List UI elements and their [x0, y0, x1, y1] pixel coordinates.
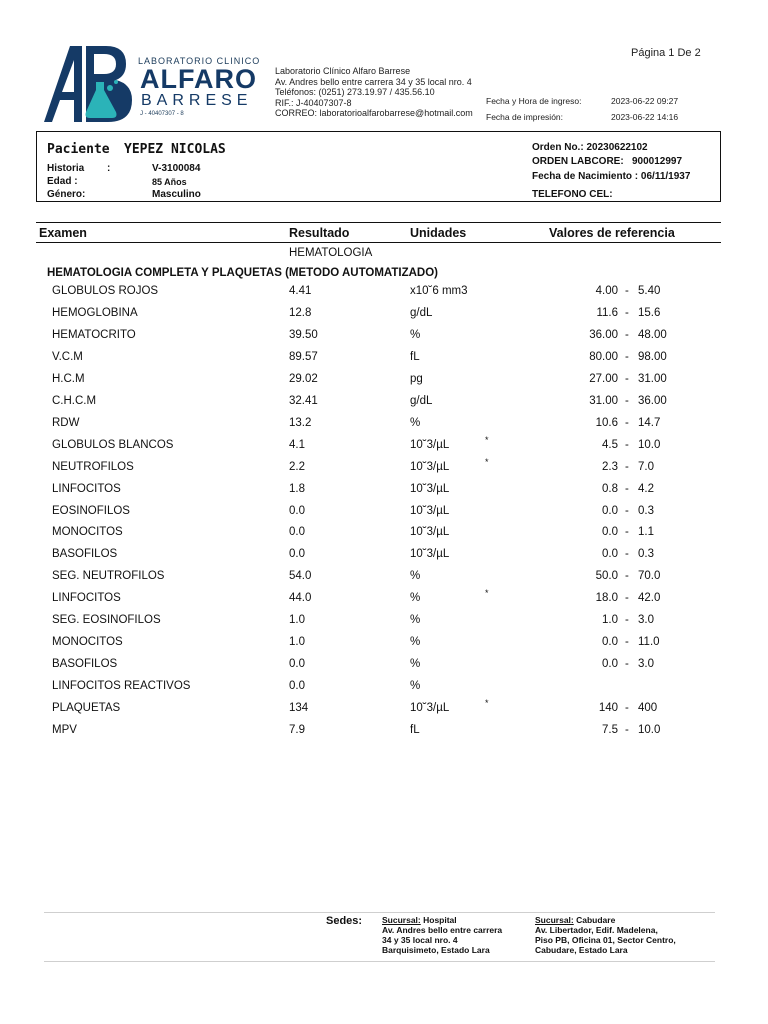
- exam-name: HEMOGLOBINA: [52, 306, 138, 319]
- exam-name: RDW: [52, 416, 80, 429]
- table-row: [0, 698, 768, 724]
- reference-separator: -: [625, 526, 629, 539]
- column-header-resultado: Resultado: [289, 226, 350, 240]
- edad-value: 85 Años: [152, 177, 187, 187]
- reference-separator: -: [625, 548, 629, 561]
- reference-high: 7.0: [638, 460, 654, 473]
- exam-name: GLOBULOS BLANCOS: [52, 438, 174, 451]
- table-row: [0, 434, 768, 461]
- reference-low: 50.0: [595, 570, 618, 583]
- table-row: [0, 526, 768, 548]
- exam-name: LINFOCITOS REACTIVOS: [52, 680, 191, 693]
- exam-name: HEMATOCRITO: [52, 328, 136, 341]
- reference-separator: -: [625, 306, 629, 319]
- exam-name: MPV: [52, 724, 77, 736]
- table-row: [0, 505, 768, 527]
- lab-logo-icon: [40, 42, 140, 126]
- reference-high: 15.6: [638, 306, 661, 319]
- reference-high: 36.00: [638, 394, 667, 407]
- result-unit: %: [410, 636, 421, 649]
- lab-logo: [40, 42, 261, 126]
- reference-low: 0.8: [602, 482, 618, 495]
- exam-name: PLAQUETAS: [52, 702, 121, 715]
- branch-hospital-line: Av. Andres bello entre carrera: [382, 925, 503, 935]
- result-unit: 10˘3/µL: [410, 482, 450, 495]
- reference-low: 0.0: [602, 504, 618, 517]
- result-value: 0.0: [289, 548, 305, 561]
- branch-hospital-prefix: Sucursal:: [382, 915, 421, 925]
- historia-separator: :: [107, 163, 111, 174]
- reference-separator: -: [625, 482, 629, 495]
- table-row: [0, 724, 768, 746]
- result-unit: pg: [410, 372, 423, 385]
- edad-label: Edad :: [47, 176, 78, 187]
- result-value: 1.0: [289, 614, 305, 627]
- result-value: 29.02: [289, 372, 318, 385]
- reference-separator: -: [625, 438, 629, 451]
- column-header-unidades: Unidades: [410, 226, 467, 240]
- result-value: 13.2: [289, 416, 312, 429]
- exam-name: GLOBULOS ROJOS: [52, 285, 159, 297]
- result-value: 0.0: [289, 658, 305, 671]
- historia-value: V-3100084: [152, 163, 201, 174]
- reference-high: 3.0: [638, 658, 654, 671]
- result-unit: g/dL: [410, 394, 433, 407]
- footer-divider-top: [44, 912, 715, 913]
- branch-cabudare: [535, 915, 676, 955]
- orden-labcore-value: 900012997: [632, 156, 683, 167]
- reference-separator: -: [625, 614, 629, 627]
- lab-address: Av. Andres bello entre carrera 34 y 35 local nro. 4: [275, 76, 472, 87]
- abnormal-flag: *: [485, 588, 489, 599]
- table-row: [0, 680, 768, 702]
- result-unit: 10˘3/µL: [410, 504, 450, 517]
- result-value: 1.8: [289, 482, 305, 495]
- result-value: 54.0: [289, 570, 312, 583]
- result-value: 7.9: [289, 724, 305, 736]
- orden-number: Orden No.: 20230622102: [532, 142, 648, 153]
- result-unit: fL: [410, 724, 420, 736]
- fecha-nacimiento: Fecha de Nacimiento : 06/11/1937: [532, 171, 691, 182]
- table-row: [0, 456, 768, 483]
- result-value: 4.41: [289, 285, 312, 297]
- table-row: [0, 636, 768, 658]
- lab-name: Laboratorio Clínico Alfaro Barrese: [275, 66, 411, 76]
- reference-high: 0.3: [638, 548, 654, 561]
- exam-name: C.H.C.M: [52, 394, 97, 407]
- reference-high: 10.0: [638, 438, 661, 451]
- reference-low: 0.0: [602, 548, 618, 561]
- table-row: [0, 570, 768, 592]
- logo-name-line1: ALFARO: [140, 64, 257, 94]
- result-value: 0.0: [289, 504, 305, 517]
- patient-label: Paciente: [47, 142, 110, 157]
- reference-low: 7.5: [602, 724, 618, 736]
- result-unit: %: [410, 614, 421, 627]
- result-value: 0.0: [289, 526, 305, 539]
- page-number: Página 1 De 2: [631, 47, 701, 59]
- abnormal-flag: *: [485, 456, 489, 467]
- result-value: 1.0: [289, 636, 305, 649]
- reference-high: 14.7: [638, 416, 661, 429]
- reference-low: 0.0: [602, 658, 618, 671]
- historia-label: Historia: [47, 163, 85, 174]
- result-unit: 10˘3/µL: [410, 702, 450, 715]
- branch-cabudare-name: Cabudare: [573, 915, 616, 925]
- reference-high: 48.00: [638, 328, 667, 341]
- logo-name-line2: BARRESE: [141, 92, 253, 109]
- table-row: [0, 548, 768, 570]
- exam-name: MONOCITOS: [52, 526, 123, 539]
- reference-low: 0.0: [602, 526, 618, 539]
- result-unit: %: [410, 592, 421, 605]
- reference-high: 42.0: [638, 592, 661, 605]
- reference-separator: -: [625, 570, 629, 583]
- exam-name: H.C.M: [52, 372, 85, 385]
- reference-low: 0.0: [602, 636, 618, 649]
- fecha-ingreso-value: 2023-06-22 09:27: [611, 96, 679, 106]
- logo-rif: J - 40407307 - 8: [140, 111, 184, 117]
- reference-high: 98.00: [638, 350, 667, 363]
- reference-separator: -: [625, 460, 629, 473]
- branch-hospital: [382, 915, 502, 955]
- fecha-impresion-value: 2023-06-22 14:16: [611, 112, 679, 122]
- fecha-impresion-label: Fecha de impresión:: [486, 112, 564, 122]
- result-unit: 10˘3/µL: [410, 548, 450, 561]
- reference-low: 36.00: [589, 328, 618, 341]
- table-row: [0, 588, 768, 614]
- result-value: 2.2: [289, 460, 305, 473]
- reference-separator: -: [625, 350, 629, 363]
- lab-info: [275, 66, 473, 119]
- branch-hospital-name: Hospital: [420, 915, 457, 925]
- orden-labcore-label: ORDEN LABCORE:: [532, 156, 624, 167]
- result-value: 44.0: [289, 592, 312, 605]
- reference-separator: -: [625, 702, 629, 715]
- lab-phones: Teléfonos: (0251) 273.19.97 / 435.56.10: [275, 87, 435, 97]
- column-header-referencia: Valores de referencia: [549, 226, 675, 240]
- exam-name: EOSINOFILOS: [52, 504, 130, 517]
- result-value: 12.8: [289, 306, 312, 319]
- abnormal-flag: *: [485, 698, 489, 709]
- exam-name: MONOCITOS: [52, 636, 123, 649]
- reference-separator: -: [625, 724, 629, 736]
- table-row: [0, 285, 768, 307]
- exam-name: SEG. EOSINOFILOS: [52, 614, 161, 627]
- reference-low: 4.5: [602, 438, 618, 451]
- result-unit: %: [410, 328, 421, 341]
- result-unit: 10˘3/µL: [410, 460, 450, 473]
- table-row: [0, 483, 768, 505]
- result-unit: %: [410, 570, 421, 583]
- table-row: [0, 395, 768, 417]
- genero-label: Género:: [47, 189, 86, 200]
- result-unit: 10˘3/µL: [410, 438, 450, 451]
- lab-email: CORREO: laboratorioalfarobarrese@hotmail.com: [275, 108, 473, 118]
- result-value: 89.57: [289, 350, 318, 363]
- result-unit: %: [410, 680, 421, 693]
- reference-separator: -: [625, 372, 629, 385]
- branch-hospital-line: Barquisimeto, Estado Lara: [382, 945, 490, 955]
- reference-high: 1.1: [638, 526, 654, 539]
- exam-name: NEUTROFILOS: [52, 460, 134, 473]
- reference-high: 11.0: [638, 636, 660, 649]
- sedes-label: Sedes:: [326, 915, 363, 927]
- reference-high: 4.2: [638, 482, 654, 495]
- branch-cabudare-prefix: Sucursal:: [535, 915, 574, 925]
- reference-separator: -: [625, 504, 629, 517]
- result-unit: 10˘3/µL: [410, 526, 450, 539]
- result-unit: fL: [410, 350, 420, 363]
- result-value: 39.50: [289, 328, 318, 341]
- reference-low: 140: [598, 702, 618, 715]
- table-row: [0, 614, 768, 636]
- exam-name: BASOFILOS: [52, 548, 118, 561]
- result-value: 134: [289, 702, 309, 715]
- reference-high: 400: [638, 702, 658, 715]
- exam-name: LINFOCITOS: [52, 592, 121, 605]
- reference-low: 4.00: [595, 285, 618, 297]
- reference-low: 18.0: [595, 592, 618, 605]
- exam-name: SEG. NEUTROFILOS: [52, 570, 165, 583]
- reference-high: 31.00: [638, 372, 667, 385]
- result-value: 4.1: [289, 438, 305, 451]
- lab-rif: RIF.: J-40407307-8: [275, 97, 352, 108]
- result-unit: g/dL: [410, 306, 433, 319]
- footer-divider-bottom: [44, 961, 715, 962]
- exam-name: LINFOCITOS: [52, 482, 121, 495]
- reference-low: 1.0: [602, 614, 618, 627]
- exam-name: V.C.M: [52, 350, 83, 363]
- reference-separator: -: [625, 592, 629, 605]
- reference-separator: -: [625, 394, 629, 407]
- table-row: [0, 329, 768, 351]
- panel-title: HEMATOLOGIA COMPLETA Y PLAQUETAS (METODO AUTOMATIZADO): [47, 267, 438, 279]
- reference-low: 27.00: [589, 372, 618, 385]
- header-divider-top: [36, 222, 721, 223]
- reference-high: 5.40: [638, 285, 661, 297]
- genero-value: Masculino: [152, 189, 201, 200]
- fecha-ingreso-label: Fecha y Hora de ingreso:: [486, 96, 582, 106]
- reference-high: 10.0: [638, 724, 661, 736]
- reference-high: 3.0: [638, 614, 654, 627]
- branch-hospital-line: 34 y 35 local nro. 4: [382, 935, 458, 945]
- branch-cabudare-line: Av. Libertador, Edif. Madelena,: [535, 925, 658, 935]
- header-divider-bottom: [36, 242, 721, 243]
- branch-cabudare-line: Cabudare, Estado Lara: [535, 945, 628, 955]
- reference-separator: -: [625, 636, 629, 649]
- table-row: [0, 373, 768, 395]
- reference-low: 31.00: [589, 394, 618, 407]
- branch-cabudare-line: Piso PB, Oficina 01, Sector Centro,: [535, 935, 676, 945]
- result-unit: %: [410, 416, 421, 429]
- reference-high: 0.3: [638, 504, 654, 517]
- table-row: [0, 658, 768, 680]
- abnormal-flag: *: [485, 434, 489, 445]
- reference-high: 70.0: [638, 570, 661, 583]
- reference-separator: -: [625, 416, 629, 429]
- exam-name: BASOFILOS: [52, 658, 118, 671]
- section-title: HEMATOLOGIA: [289, 247, 373, 259]
- logo-subtitle: LABORATORIO CLINICO: [138, 56, 261, 66]
- result-value: 32.41: [289, 394, 318, 407]
- table-row: [0, 351, 768, 373]
- result-unit: %: [410, 658, 421, 671]
- reference-low: 2.3: [602, 460, 618, 473]
- table-row: [0, 417, 768, 439]
- reference-separator: -: [625, 328, 629, 341]
- patient-name: YEPEZ NICOLAS: [124, 142, 226, 157]
- reference-low: 11.6: [596, 306, 618, 319]
- column-header-examen: Examen: [39, 226, 87, 240]
- reference-separator: -: [625, 658, 629, 671]
- table-row: [0, 307, 768, 329]
- result-value: 0.0: [289, 680, 305, 693]
- result-unit: x10˘6 mm3: [410, 285, 468, 297]
- reference-separator: -: [625, 285, 629, 297]
- reference-low: 10.6: [595, 416, 618, 429]
- telefono-cel: TELEFONO CEL:: [532, 189, 613, 200]
- reference-low: 80.00: [589, 350, 618, 363]
